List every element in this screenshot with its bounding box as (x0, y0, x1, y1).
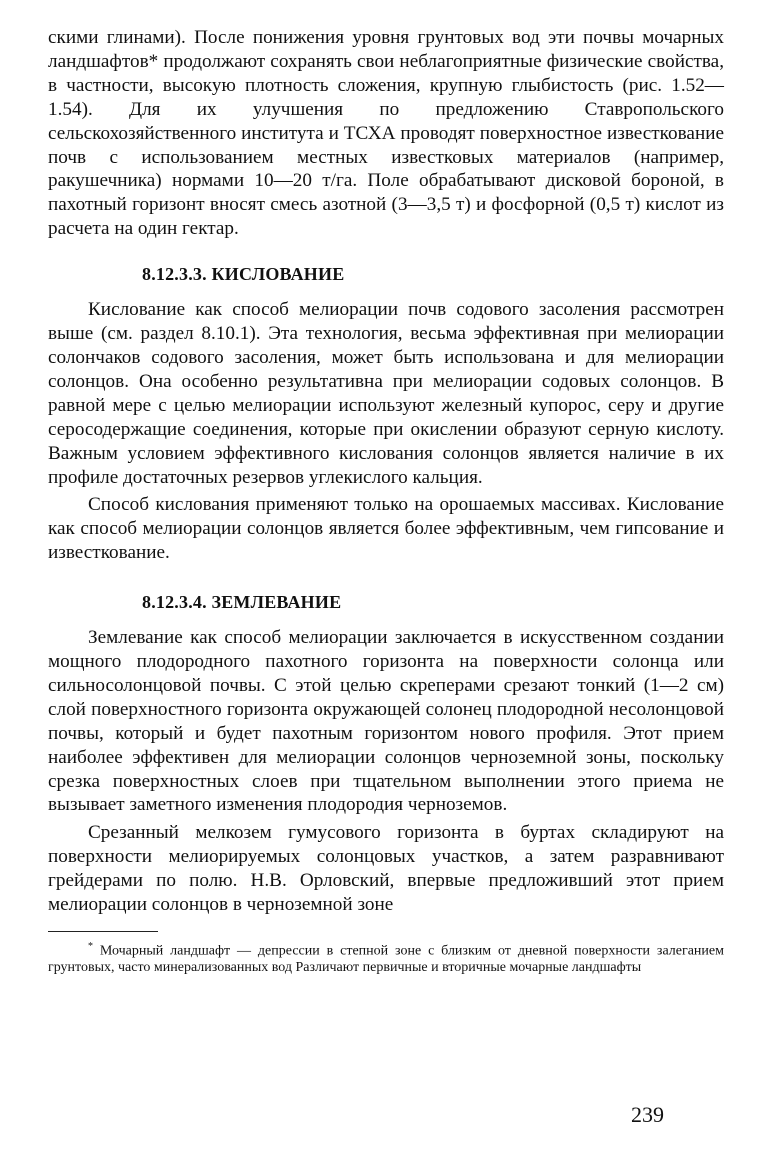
earthing-paragraph-2: Срезанный мелкозем гумусового горизонта в буртах складируют на поверхности мелиорируемых солонцовых участков, а затем разравнивают грейдерами по полю. Н.В. Орловский, впервые предложивший этот прием мелиорации солонцов в черноземной зоне (48, 822, 724, 916)
acidification-paragraph-1: Кислование как способ мелиорации почв содового засоления рассмотрен выше (см. раздел 8.10.1). Эта технология, весьма эффективная при мелиорации солончаков содового засоления, может быть использована и для мелиорации солонцов. Она особенно результативна при мелиорации содовых солонцов. В равной мере с целью мелиорации используют железный купорос, серу и другие серосодержащие соединения, которые при окислении образуют серную кислоту. Важным условием эффективного кислования солонцов является наличие в их профиле достаточных резервов углекислого кальция. (48, 299, 724, 488)
intro-paragraph: скими глинами). После понижения уровня грунтовых вод эти почвы мочарных ландшафтов* продолжают сохранять свои неблагоприятные физические свойства, в частности, высокую плотность сложения, крупную глыбистость (рис. 1.52—1.54). Для их улучшения по предложению Ставропольского сельскохозяйственного института и ТСХА проводят поверхностное известкование почв с использованием местных известковых материалов (например, ракушечника) нормами 10—20 т/га. Поле обрабатывают дисковой бороной, в пахотный горизонт вносят смесь азотной (3—3,5 т) и фосфорной (0,5 т) кислот из расчета на один гектар. (48, 27, 724, 240)
earthing-paragraph-1: Землевание как способ мелиорации заключается в искусственном создании мощного плодородного пахотного горизонта на поверхности солонца или сильносолонцовой почвы. С этой целью скреперами срезают тонкий (1—2 см) слой поверхностного горизонта окружающей солонец плодородной несолонцовой почвы, который и будет пахотным горизонтом нового профиля. Этот прием наиболее эффективен для мелиорации солонцов черноземной зоны, поскольку срезка поверхностных слоев при тщательном выполнении этого приема не вызывает заметного изменения плодородия черноземов. (48, 627, 724, 816)
acidification-paragraph-2: Способ кислования применяют только на орошаемых массивах. Кислование как способ мелиорации солонцов является более эффективным, чем гипсование и известкование. (48, 494, 724, 564)
footnote-text: Мочарный ландшафт — депрессии в степной зоне с близким от дневной поверхности залеганием грунтовых, часто минерализованных вод Различают первичные и вторичные мочарные ландшафты (48, 943, 724, 976)
footnote-marker: * (88, 941, 93, 952)
footnote (48, 939, 724, 977)
section-heading-earthing: 8.12.3.4. ЗЕМЛЕВАНИЕ (142, 592, 342, 613)
page-number: 239 (631, 1102, 664, 1127)
page-body (48, 26, 724, 977)
section-heading-acidification: 8.12.3.3. КИСЛОВАНИЕ (142, 264, 345, 285)
